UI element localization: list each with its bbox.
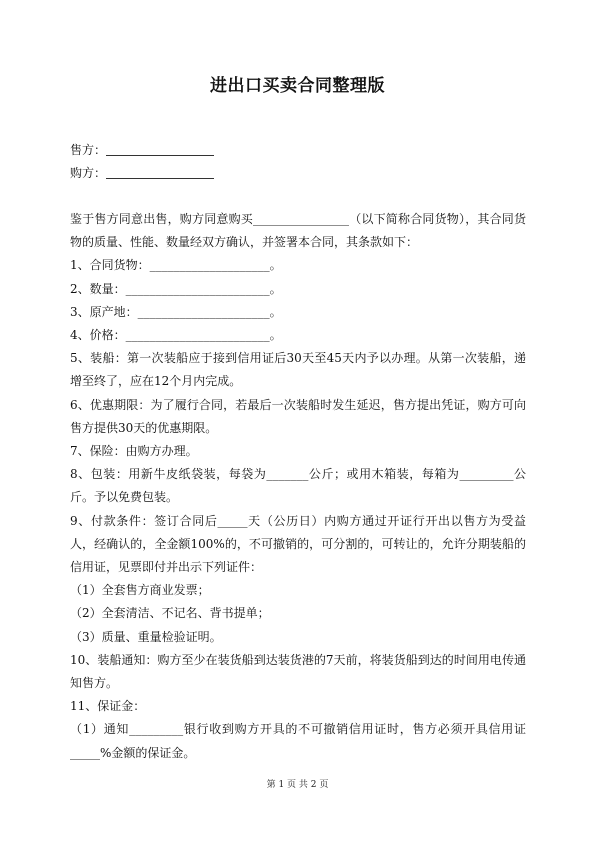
clause-deposit-item-1: （1）通知_________银行收到购方开具的不可撤销信用证时，售方必须开具信用证_____%金额的保证金。 (70, 722, 526, 760)
clause-quantity: 2、数量：________________________。 (70, 281, 282, 296)
clause-deposit: 11、保证金： (70, 699, 146, 714)
page-number-footer: 第 1 页 共 2 页 (266, 780, 329, 790)
clause-insurance: 7、保险：由购方办理。 (70, 444, 198, 459)
buyer-field (70, 165, 214, 181)
clause-packing: 8、包装：用新牛皮纸袋装，每袋为_______公斤；或用木箱装，每箱为_________公斤。予以免费包装。 (70, 467, 526, 505)
clause-payment-terms: 9、付款条件：签订合同后_____天（公历日）内购方通过开证行开出以售方为受益人，经确认的，全金额100%的，不可撤销的，可分割的，可转让的，允许分期装船的信用证，见票即付并出示下列证件： (70, 513, 526, 575)
contract-body (70, 208, 526, 765)
buyer-blank-line (106, 166, 214, 179)
clause-shipping-notice: 10、装船通知：购方至少在装货船到达装货港的7天前，将装货船到达的时间用电传通知售方。 (70, 652, 526, 691)
preamble-paragraph: 鉴于售方同意出售，购方同意购买________________（以下简称合同货物），其合同货物的质量、性能、数量经双方确认，并签署本合同，其条款如下： (70, 212, 526, 250)
seller-blank-line (106, 143, 214, 156)
clause-shipment: 5、装船：第一次装船应于接到信用证后30天至45天内予以办理。从第一次装船，递增至终了，应在12个月内完成。 (70, 351, 526, 389)
clause-grace-period: 6、优惠期限：为了履行合同，若最后一次装船时发生延迟，售方提出凭证，购方可向售方提供30天的优惠期限。 (70, 397, 526, 435)
clause-payment-doc-3: （3）质量、重量检验证明。 (70, 629, 222, 644)
buyer-label: 购方： (70, 166, 107, 180)
clause-origin: 3、原产地：______________________。 (70, 304, 282, 319)
clause-goods: 1、合同货物：____________________。 (70, 258, 282, 273)
clause-payment-doc-2: （2）全套清洁、不记名、背书提单； (70, 606, 270, 621)
seller-label: 售方： (70, 143, 107, 157)
document-title: 进出口买卖合同整理版 (210, 76, 385, 96)
clause-price: 4、价格：________________________。 (70, 328, 282, 343)
clause-payment-doc-1: （1）全套售方商业发票； (70, 583, 210, 598)
seller-field (70, 142, 214, 158)
